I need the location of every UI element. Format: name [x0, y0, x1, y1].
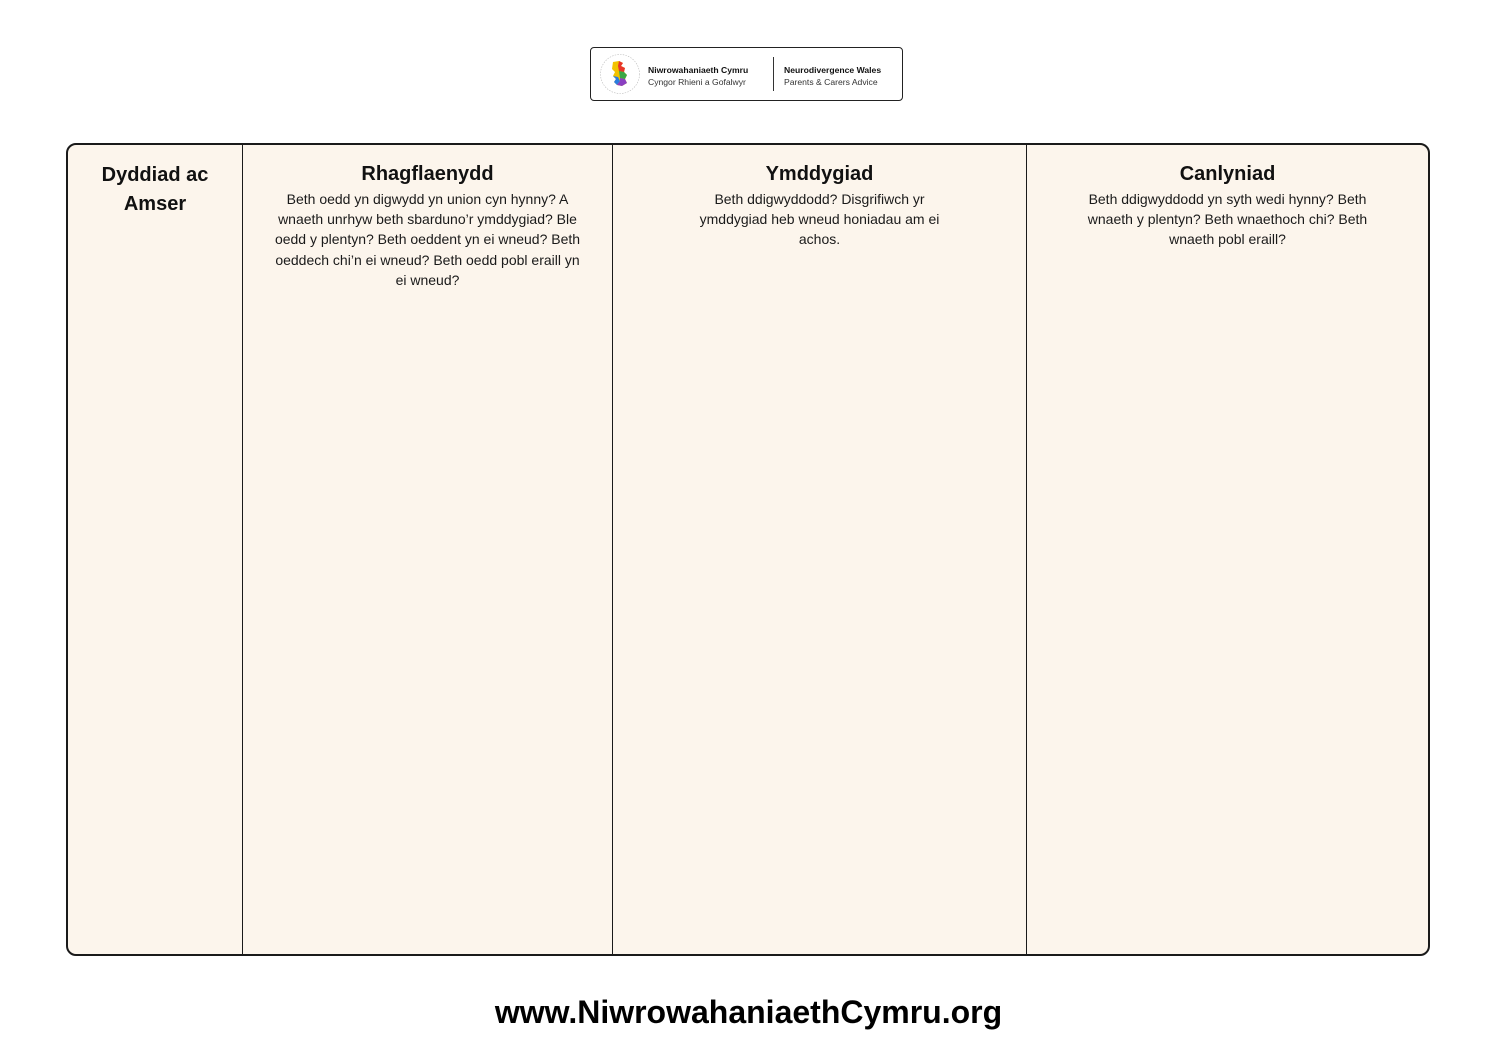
date-time-column[interactable]	[68, 145, 242, 954]
behaviour-heading: Ymddygiad	[765, 163, 874, 185]
consequence-heading: Canlyniad	[1179, 163, 1276, 185]
behaviour-description: Beth ddigwyddodd? Disgrifiwch yr ymddygiad heb wneud honiadau am ei achos.	[699, 191, 940, 248]
logo-welsh-name: Niwrowahaniaeth Cymru	[648, 65, 749, 75]
abc-chart-table	[66, 143, 1430, 956]
logo-welsh-subtitle: Cyngor Rhieni a Gofalwyr	[648, 77, 746, 87]
consequence-description: Beth ddigwyddodd yn syth wedi hynny? Beth wnaeth y plentyn? Beth wnaethoch chi? Beth wnaeth pobl eraill?	[1087, 191, 1368, 248]
logo-welsh-text	[648, 64, 766, 88]
website-url[interactable]: www.NiwrowahaniaethCymru.org	[494, 994, 1003, 1030]
logo-english-subtitle: Parents & Carers Advice	[784, 77, 878, 87]
consequence-column[interactable]	[1026, 145, 1428, 954]
organisation-logo	[590, 47, 903, 101]
logo-english-name: Neurodivergence Wales	[784, 65, 882, 75]
date-time-heading	[68, 161, 242, 219]
antecedent-column[interactable]	[242, 145, 612, 954]
logo-english-text	[784, 64, 902, 88]
date-time-heading-line2: Amser	[123, 193, 187, 215]
logo-divider	[773, 57, 774, 91]
antecedent-description: Beth oedd yn digwydd yn union cyn hynny? A wnaeth unrhyw beth sbarduno’r ymddygiad? Ble oedd y plentyn? Beth oeddent yn ei wneud? Beth oeddech chi’n ei wneud? Beth oedd pobl eraill yn ei wneud?	[274, 191, 581, 288]
behaviour-column[interactable]	[612, 145, 1026, 954]
date-time-heading-line1: Dyddiad ac	[101, 164, 209, 186]
wales-map-logo-icon	[599, 53, 641, 95]
antecedent-heading: Rhagflaenydd	[361, 163, 494, 185]
